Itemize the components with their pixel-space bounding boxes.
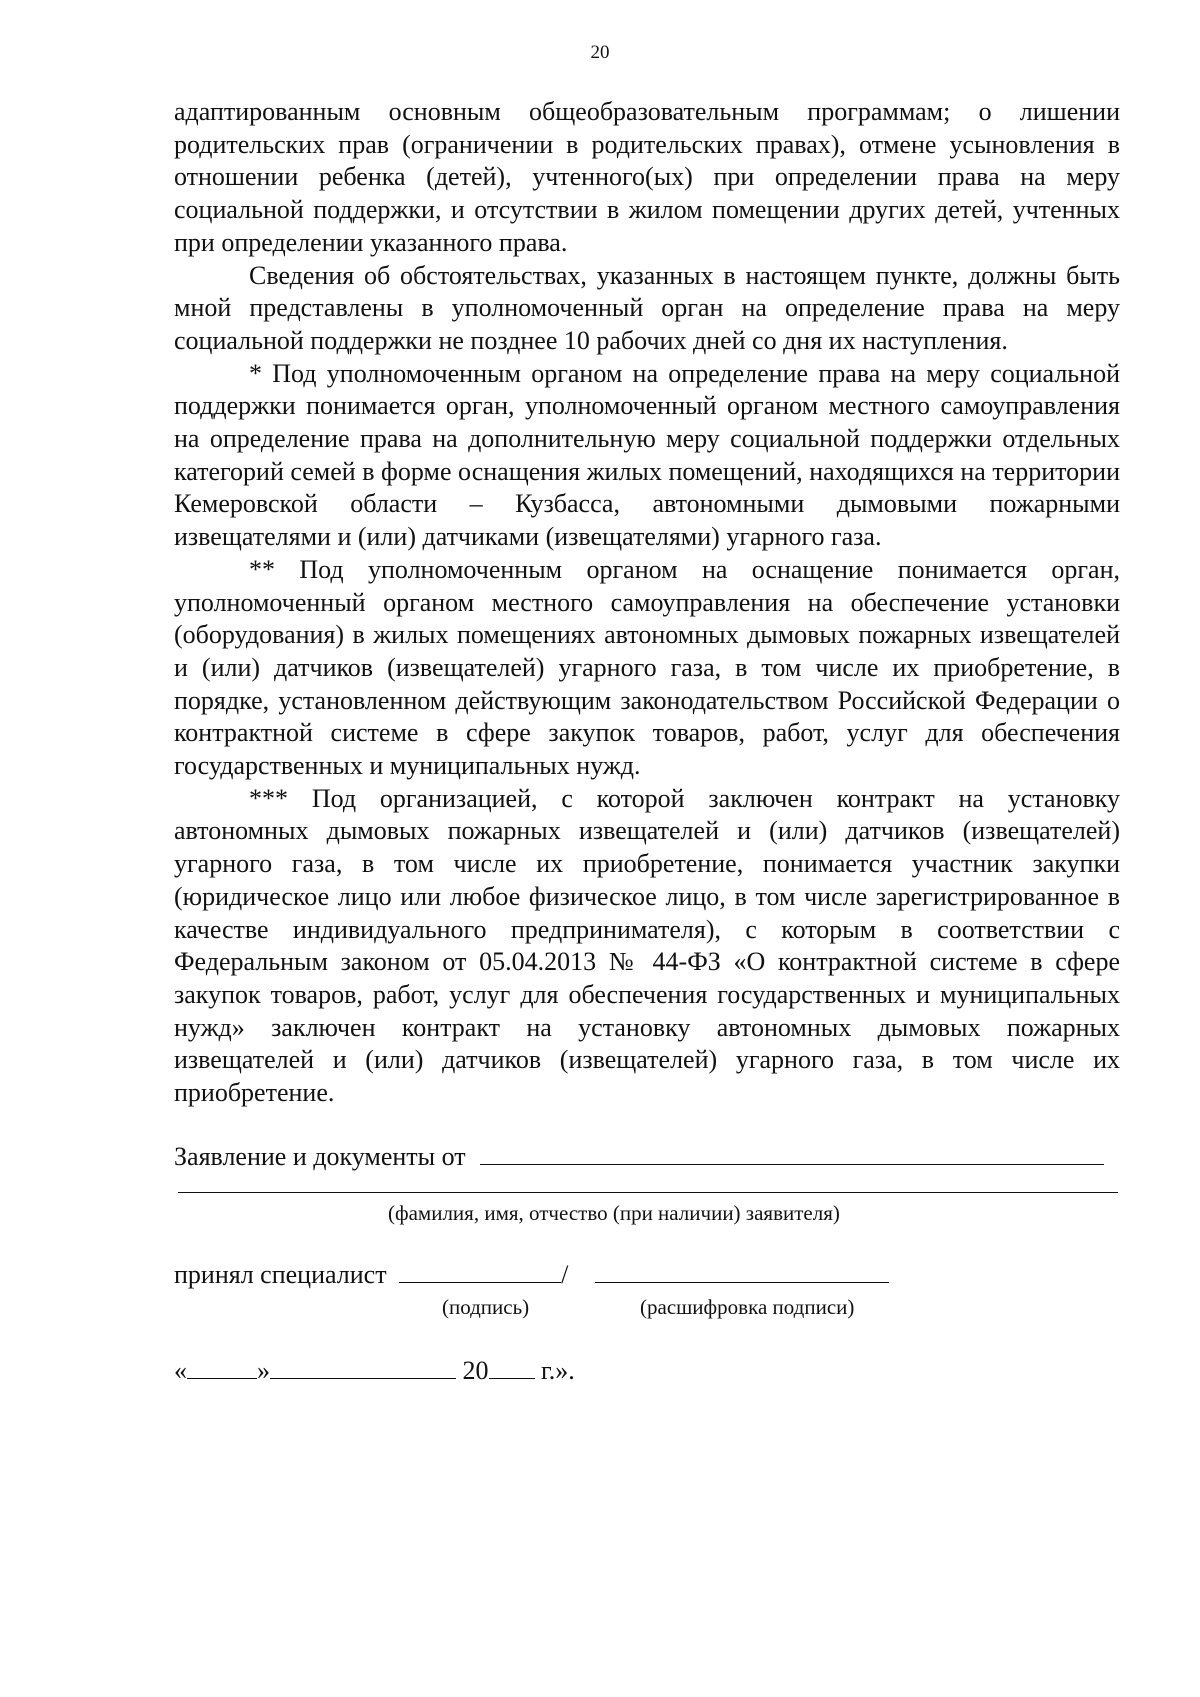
date-month-blank[interactable] — [270, 1354, 456, 1379]
documents-from-label: Заявление и документы от — [174, 1142, 466, 1171]
signature-caption: (подпись) — [442, 1295, 530, 1319]
paragraph-circumstances: Сведения об обстоятельствах, указанных в настоящем пункте, должны быть мной представлены в уполномоченный орган на определение права на меру социальной поддержки не позднее 10 рабочих дней со дня их наступления. — [174, 260, 1120, 355]
document-body — [174, 96, 1120, 1110]
documents-from-blank[interactable] — [480, 1140, 1104, 1165]
footnote-authorized-body-equipment: ** Под уполномоченным органом на оснащение понимается орган, уполномоченный органом местного самоуправления на обеспечение установки (оборудования) в жилых помещениях автономных дымовых пожарных извещателей и (или) датчиков (извещателей) угарного газа, в том числе их приобретение, в порядке, установленном действующим законодательством Российской Федерации о контрактной системе в сфере закупок товаров, работ, услуг для обеспечения государственных и муниципальных нужд. — [174, 554, 1120, 781]
accepted-by-label: принял специалист — [174, 1260, 387, 1289]
documents-from-row — [174, 1140, 1104, 1173]
applicant-caption: (фамилия, имя, отчество (при наличии) заявителя) — [388, 1201, 840, 1225]
page-number: 20 — [590, 42, 610, 63]
paragraph-continuation: адаптированным основным общеобразовательным программам; о лишении родительских прав (ограничении в родительских правах), отмене усыновления в отношении ребенка (детей), учтенного(ых) при определении права на меру социальной поддержки, и отсутствии в жилом помещении других детей, учтенных при определении указанного права. — [174, 97, 1120, 257]
date-suffix: г.». — [541, 1356, 575, 1385]
slash-separator: / — [561, 1260, 569, 1289]
signature-decoding-caption: (расшифровка подписи) — [640, 1295, 855, 1319]
date-close-quote: » — [257, 1356, 270, 1385]
signature-decoding-blank[interactable] — [595, 1258, 889, 1283]
signature-blank[interactable] — [399, 1258, 561, 1283]
date-year-prefix: 20 — [462, 1356, 489, 1385]
date-row — [174, 1354, 575, 1387]
date-day-blank[interactable] — [187, 1354, 257, 1379]
accepted-by-row — [174, 1258, 889, 1291]
footnote-contract-organization: *** Под организацией, с которой заключен контракт на установку автономных дымовых пожарных извещателей и (или) датчиков (извещателей) угарного газа, в том числе их приобретение, понимается участник закупки (юридическое лицо или любое физическое лицо, в том числе зарегистрированное в качестве индивидуального предпринимателя), с которым в соответствии с Федеральным законом от 05.04.2013 № 44-ФЗ «О контрактной системе в сфере закупок товаров, работ, услуг для обеспечения государственных и муниципальных нужд» заключен контракт на установку автономных дымовых пожарных извещателей и (или) датчиков (извещателей) угарного газа, в том числе их приобретение. — [174, 783, 1120, 1108]
date-open-quote: « — [174, 1356, 187, 1385]
applicant-name-line[interactable] — [178, 1192, 1118, 1193]
footnote-authorized-body-right: * Под уполномоченным органом на определение права на меру социальной поддержки понимается орган, уполномоченный органом местного самоуправления на определение права на дополнительную меру социальной поддержки отдельных категорий семей в форме оснащения жилых помещений, находящихся на территории Кемеровской области – Кузбасса, автономными дымовыми пожарными извещателями и (или) датчиками (извещателями) угарного газа. — [174, 358, 1120, 552]
date-year-blank[interactable] — [489, 1354, 535, 1379]
